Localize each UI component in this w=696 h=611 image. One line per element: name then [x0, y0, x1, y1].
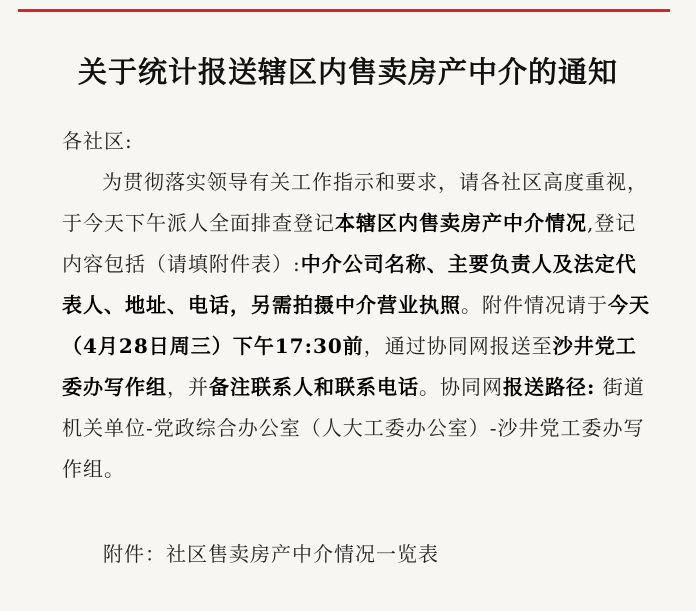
body-segment: 。协同网: [419, 375, 503, 399]
body-segment-bold: 今天（4月28日周三）下午17:30前: [62, 293, 650, 358]
page-edge-mark: [3, 462, 8, 476]
body-segment: 为贯彻落实领导有关工作指示和要求，请各社区高度重视，于今天下午派人全面排查登记: [62, 170, 648, 235]
salutation: 各社区:: [62, 129, 133, 153]
body-segment-bold: 本辖区内售卖房产中介情况: [335, 211, 587, 235]
body-segment: ,登记内容包括（请填附件表）:: [62, 211, 637, 276]
attachment-note: 附件：社区售卖房产中介情况一览表: [103, 542, 439, 566]
document-title: 关于统计报送辖区内售卖房产中介的通知: [77, 55, 618, 89]
body-paragraph: [62, 162, 654, 490]
red-header-rule: [18, 9, 670, 12]
body-segment: ，通过协同网报送至: [363, 334, 553, 358]
body-segment-bold: 沙井党工委办写作组: [62, 334, 637, 399]
body-segment-bold: 报送路径:: [503, 375, 596, 399]
body-segment: ，并: [167, 375, 209, 399]
body-segment: 。附件情况请于: [461, 293, 608, 317]
body-segment: 街道机关单位-党政综合办公室（人大工委办公室）-沙井党工委办写作组。: [62, 375, 645, 481]
body-segment-bold: 备注联系人和联系电话: [209, 375, 419, 399]
body-segment-bold: 中介公司名称、主要负责人及法定代表人、地址、电话，另需拍摄中介营业执照: [62, 252, 637, 317]
